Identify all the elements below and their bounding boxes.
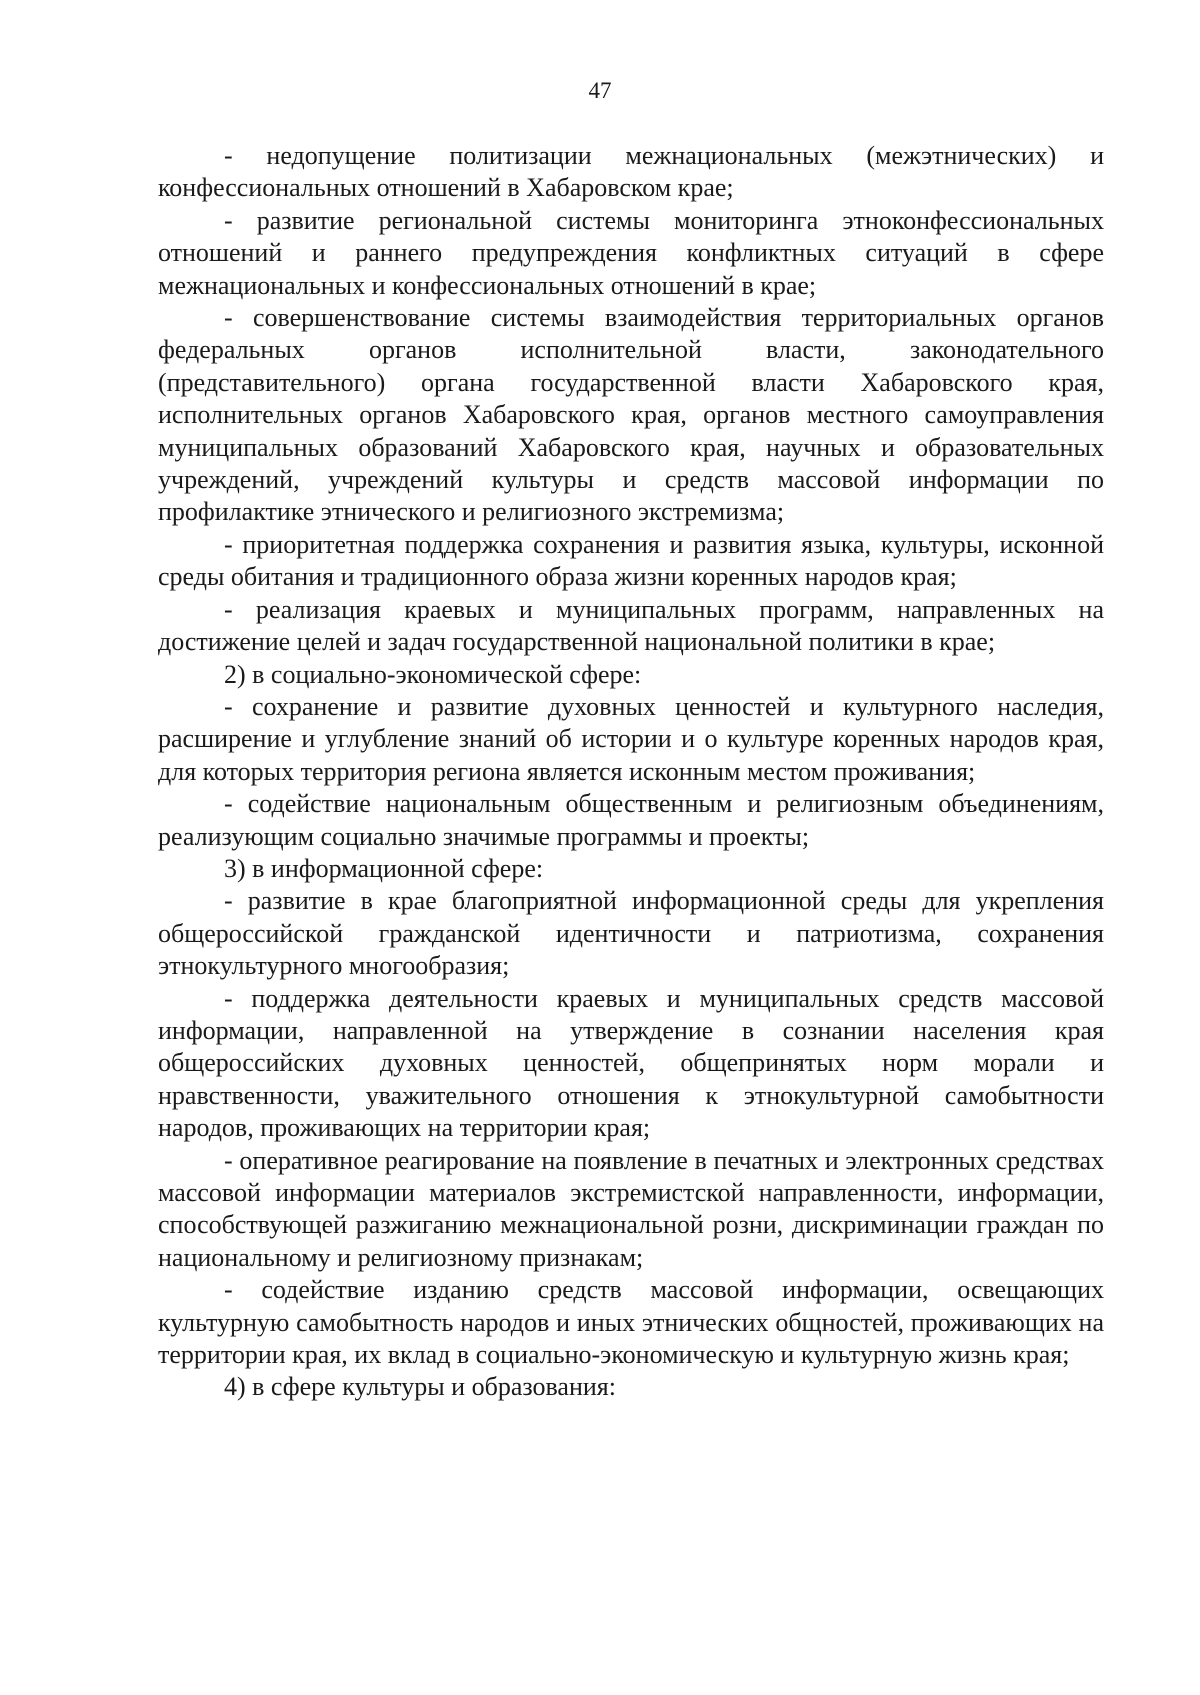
paragraph: - содействие изданию средств массовой информации, освещающих культурную самобытность народов и иных этнических общностей, проживающих на территории края, их вклад в социально-экономическую и культурную жизнь края; xyxy=(158,1275,1104,1370)
section-heading: 2) в социально-экономической сфере: xyxy=(224,659,642,689)
paragraph: - оперативное реагирование на появление в печатных и электронных средствах массовой информации материалов экстремистской направленности, информации, способствующей разжиганию межнациональной розни, дискриминации граждан по национальному и религиозному признакам; xyxy=(158,1145,1104,1272)
paragraph: - сохранение и развитие духовных ценностей и культурного наследия, расширение и углубление знаний об истории и о культуре коренных народов края, для которых территория региона является исконным местом проживания; xyxy=(158,691,1104,786)
page-number: 47 xyxy=(588,78,612,103)
paragraph: - реализация краевых и муниципальных программ, направленных на достижение целей и задач государственной национальной политики в крае; xyxy=(158,594,1104,657)
document-body xyxy=(158,140,1104,1404)
section-heading: 4) в сфере культуры и образования: xyxy=(224,1372,616,1402)
paragraph: - развитие в крае благоприятной информационной среды для укрепления общероссийской гражданской идентичности и патриотизма, сохранения этнокультурного многообразия; xyxy=(158,886,1104,981)
paragraph: - приоритетная поддержка сохранения и развития языка, культуры, исконной среды обитания и традиционного образа жизни коренных народов края; xyxy=(158,529,1104,592)
paragraph: - поддержка деятельности краевых и муниципальных средств массовой информации, направленной на утверждение в сознании населения края общероссийских духовных ценностей, общепринятых норм морали и нравственности, уважительного отношения к этнокультурной самобытности народов, проживающих на территории края; xyxy=(158,983,1104,1143)
paragraph: - совершенствование системы взаимодействия территориальных органов федеральных органов исполнительной власти, законодательного (представительного) органа государственной власти Хабаровского края, исполнительных органов Хабаровского края, органов местного самоуправления муниципальных образований Хабаровского края, научных и образовательных учреждений, учреждений культуры и средств массовой информации по профилактике этнического и религиозного экстремизма; xyxy=(158,303,1104,527)
section-heading: 3) в информационной сфере: xyxy=(224,853,544,883)
paragraph: - недопущение политизации межнациональных (межэтнических) и конфессиональных отношений в Хабаровском крае; xyxy=(158,141,1104,203)
paragraph: - развитие региональной системы мониторинга этноконфессиональных отношений и раннего предупреждения конфликтных ситуаций в сфере межнациональных и конфессиональных отношений в крае; xyxy=(158,205,1104,300)
paragraph: - содействие национальным общественным и религиозным объединениям, реализующим социально значимые программы и проекты; xyxy=(158,789,1104,851)
